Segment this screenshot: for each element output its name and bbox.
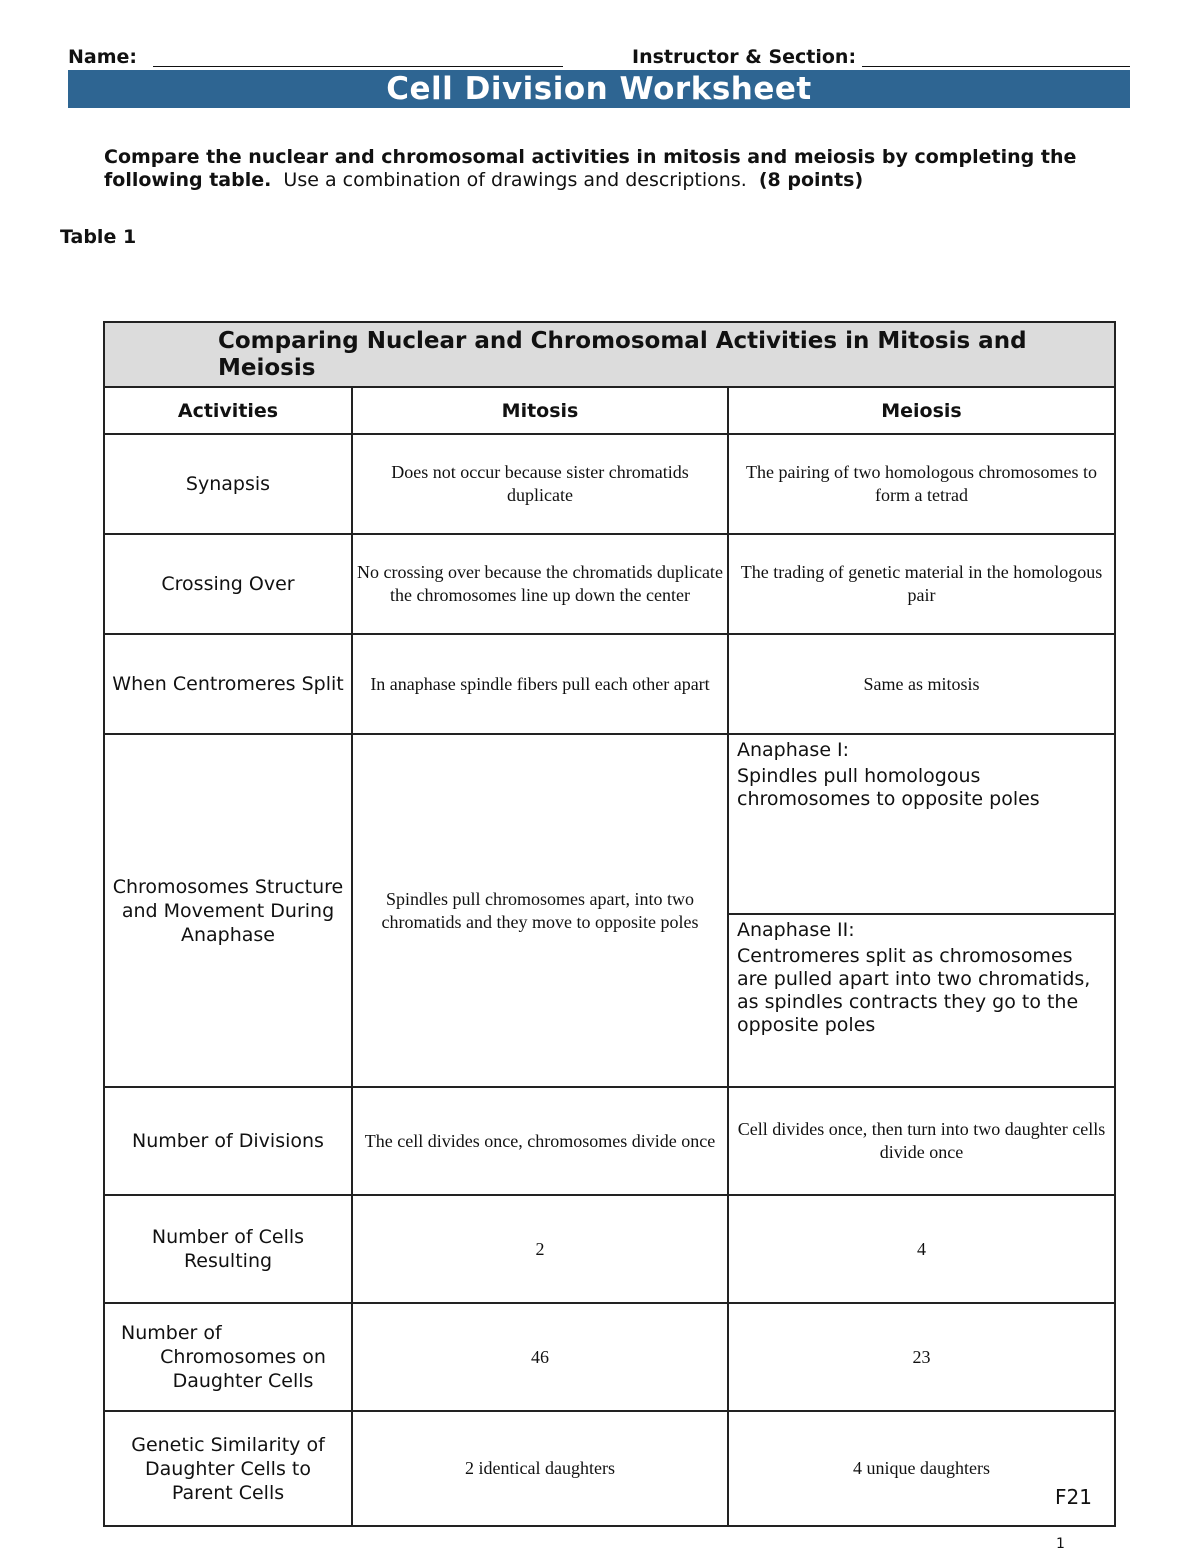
table-row	[104, 1087, 1115, 1195]
table-row	[104, 434, 1115, 534]
page-number: 1	[1056, 1536, 1065, 1552]
mitosis-number-of-chromosomes[interactable]: 46	[352, 1303, 728, 1411]
activity-number-of-cells: Number of Cells Resulting	[104, 1195, 352, 1303]
instructions	[104, 146, 1104, 192]
anaphase-1-text: Spindles pull homologous chromosomes to opposite poles	[737, 765, 1040, 810]
table-header-row	[104, 387, 1115, 434]
header-mitosis: Mitosis	[352, 387, 728, 434]
table-title: Comparing Nuclear and Chromosomal Activities in Mitosis and Meiosis	[104, 322, 1115, 387]
mitosis-anaphase[interactable]: Spindles pull chromosomes apart, into two chromatids and they move to opposite poles	[352, 734, 728, 1087]
header-meiosis: Meiosis	[728, 387, 1115, 434]
instructions-points: (8 points)	[758, 169, 864, 191]
table-row	[104, 1303, 1115, 1411]
mitosis-crossing-over[interactable]: No crossing over because the chromatids duplicate the chromosomes line up down the center	[352, 534, 728, 634]
table-row	[104, 634, 1115, 734]
header-activities: Activities	[104, 387, 352, 434]
meiosis-number-of-divisions[interactable]: Cell divides once, then turn into two daughter cells divide once	[728, 1087, 1115, 1195]
table-caption: Table 1	[60, 226, 137, 248]
name-field[interactable]	[153, 66, 563, 67]
activity-chromosomes-line2: Chromosomes on Daughter Cells	[160, 1346, 326, 1392]
instructions-plain: Use a combination of drawings and descriptions.	[283, 169, 747, 191]
table-title-row	[104, 322, 1115, 387]
meiosis-genetic-similarity[interactable]: 4 unique daughters	[728, 1411, 1115, 1526]
meiosis-number-of-cells[interactable]: 4	[728, 1195, 1115, 1303]
meiosis-crossing-over[interactable]: The trading of genetic material in the homologous pair	[728, 534, 1115, 634]
activity-centromeres-split: When Centromeres Split	[104, 634, 352, 734]
activity-chromosomes-line1: Number of	[121, 1322, 222, 1344]
worksheet-title: Cell Division Worksheet	[386, 71, 812, 107]
instructions-bold: Compare the nuclear and chromosomal activities in mitosis and meiosis by completing the following table.	[104, 146, 1077, 191]
comparison-table	[103, 321, 1116, 1527]
worksheet-title-banner	[68, 70, 1130, 108]
table-row	[104, 1195, 1115, 1303]
instructor-section-field[interactable]	[862, 66, 1130, 67]
meiosis-number-of-chromosomes[interactable]: 23	[728, 1303, 1115, 1411]
anaphase-2-label: Anaphase II:	[737, 919, 855, 941]
instructor-section-label: Instructor & Section:	[632, 46, 857, 68]
meiosis-centromeres-split[interactable]: Same as mitosis	[728, 634, 1115, 734]
activity-genetic-similarity: Genetic Similarity of Daughter Cells to Parent Cells	[104, 1411, 352, 1526]
mitosis-number-of-cells[interactable]: 2	[352, 1195, 728, 1303]
mitosis-centromeres-split[interactable]: In anaphase spindle fibers pull each other apart	[352, 634, 728, 734]
activity-number-of-divisions: Number of Divisions	[104, 1087, 352, 1195]
meiosis-synapsis[interactable]: The pairing of two homologous chromosomes to form a tetrad	[728, 434, 1115, 534]
table-row	[104, 734, 1115, 914]
activity-synapsis: Synapsis	[104, 434, 352, 534]
anaphase-2-text: Centromeres split as chromosomes are pulled apart into two chromatids, as spindles contracts they go to the opposite poles	[737, 945, 1091, 1036]
meiosis-anaphase-1[interactable]	[728, 734, 1115, 914]
mitosis-synapsis[interactable]: Does not occur because sister chromatids duplicate	[352, 434, 728, 534]
anaphase-1-label: Anaphase I:	[737, 739, 850, 761]
name-label: Name:	[68, 46, 138, 68]
footer-code: F21	[1055, 1485, 1092, 1509]
meiosis-anaphase-2[interactable]	[728, 914, 1115, 1087]
mitosis-genetic-similarity[interactable]: 2 identical daughters	[352, 1411, 728, 1526]
activity-anaphase: Chromosomes Structure and Movement During Anaphase	[104, 734, 352, 1087]
mitosis-number-of-divisions[interactable]: The cell divides once, chromosomes divide once	[352, 1087, 728, 1195]
activity-number-of-chromosomes	[104, 1303, 352, 1411]
table-row	[104, 1411, 1115, 1526]
table-row	[104, 534, 1115, 634]
activity-crossing-over: Crossing Over	[104, 534, 352, 634]
